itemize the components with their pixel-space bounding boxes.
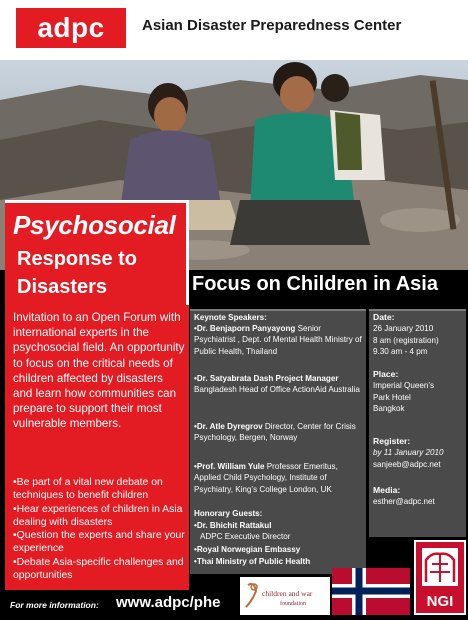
invitation-text: Invitation to an Open Forum with international experts in the psychosocial field. An opportunity to focus on the critical needs of children affected by disasters and learn how communities can prepare to support their most vulnerable members. [13,311,185,431]
speaker-entry: •Dr. Atle Dyregrov Director, Center for Crisis Psychology, Bergen, Norway [194,422,356,443]
honorary-heading: Honorary Guests: [194,509,263,518]
speaker-entry: •Prof. William Yule Professor Emeritus, Applied Child Psychology, Institute of Psychiatry, King’s College London, UK [194,462,338,494]
adpc-logo: adpc [16,8,126,48]
children-and-war-text: children and war [262,589,313,598]
ngi-text: NGI [426,593,454,610]
guest-entry: •Thai Ministry of Public Health [194,557,311,566]
children-and-war-logo [240,577,330,615]
speaker-entry: •Dr. Benjaporn Panyayong Senior Psychiatrist , Dept. of Mental Health Ministry of Public Health, Thailand [194,324,362,356]
media-email-link[interactable]: esther@adpc.net [373,497,435,507]
list-item: •Be part of a vital new debate on techniques to benefit children [13,477,163,502]
list-item: •Question the experts and share your experience [13,530,185,555]
focus-title: Focus on Children in Asia [192,273,438,295]
event-title-line-1: Psychosocial [13,210,176,240]
register-email-link[interactable]: sanjeeb@adpc.net [373,459,441,469]
list-item: •Debate Asia-specific challenges and opportunities [13,556,184,582]
guest-entry: •Royal Norwegian Embassy [194,545,301,554]
keynote-heading: Keynote Speakers: [194,313,267,322]
norway-flag-icon [332,568,410,615]
svg-text:foundation: foundation [280,601,306,607]
guest-entry: •Dr. Bhichit Rattakul ADPC Executive Director [194,521,291,542]
organization-name: Asian Disaster Preparedness Center [142,17,402,34]
place-block: Place: Imperial Queen’s Park Hotel Bangkok [373,369,435,414]
media-block: Media: esther@adpc.net [373,485,435,507]
website-link[interactable]: www.adpc/phe [116,594,221,611]
event-title-line-3: Disasters [17,276,108,298]
date-block: Date: 26 January 2010 8 am (registration) 9.30 am - 4 pm [373,312,439,357]
more-info-label: For more information: [10,600,99,610]
ngi-logo [414,540,466,615]
speaker-entry: •Dr. Satyabrata Dash Project Manager Bangladesh Head of Office ActionAid Australia [194,374,360,395]
list-item: •Hear experiences of children in Asia dealing with disasters [13,503,183,528]
register-block: Register: by 11 January 2010 sanjeeb@adpc.net [373,436,444,469]
benefits-list [13,476,187,582]
event-title-line-2: Response to [17,248,138,270]
